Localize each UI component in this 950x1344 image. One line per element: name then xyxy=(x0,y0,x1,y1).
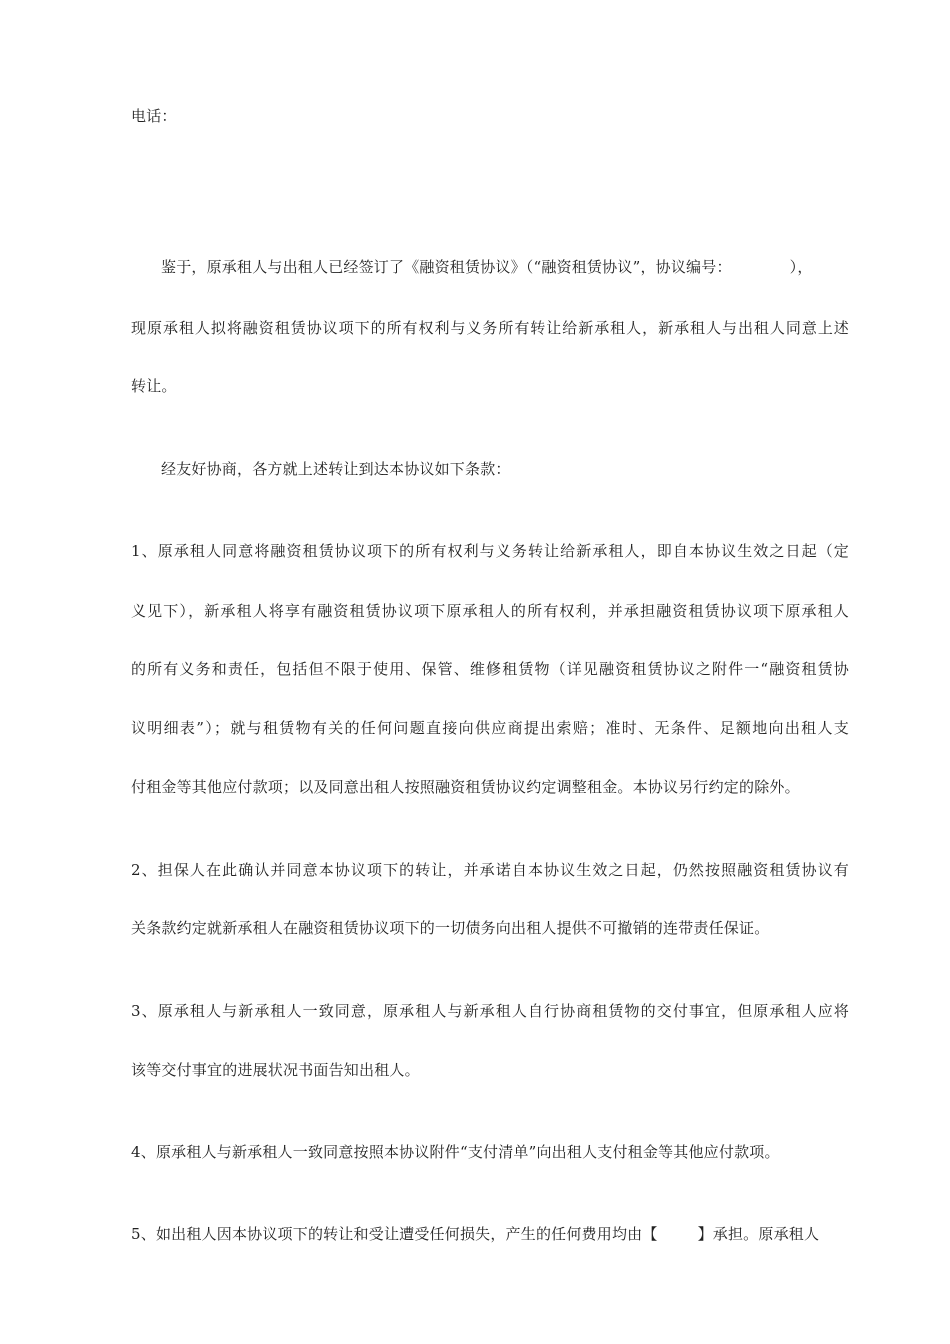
clause-1-line-4: 议明细表”）；就与租赁物有关的任何问题直接向供应商提出索赔；准时、无条件、足额地向出租人支 xyxy=(131,719,849,737)
recital-line-1-end: ）， xyxy=(789,258,813,276)
clause-5-line-1 xyxy=(131,1224,819,1244)
recital-line-1 xyxy=(161,257,813,277)
clause-5-line-1-end: 】承担。原承租人 xyxy=(697,1225,820,1243)
clause-3-line-2: 该等交付事宜的进展状况书面告知出租人。 xyxy=(131,1061,420,1079)
clause-2-line-2: 关条款约定就新承租人在融资租赁协议项下的一切债务向出租人提供不可撤销的连带责任保证。 xyxy=(131,919,770,937)
clause-1-line-5: 付租金等其他应付款项；以及同意出租人按照融资租赁协议约定调整租金。本协议另行约定的除外。 xyxy=(131,778,800,796)
clause-1-line-2: 义见下），新承租人将享有融资租赁协议项下原承租人的所有权利，并承担融资租赁协议项下原承租人 xyxy=(131,602,849,620)
clause-5-line-1-text: 5、如出租人因本协议项下的转让和受让遭受任何损失，产生的任何费用均由【 xyxy=(131,1225,658,1243)
intro-paragraph: 经友好协商，各方就上述转让到达本协议如下条款： xyxy=(161,460,511,478)
clause-2-line-1: 2、担保人在此确认并同意本协议项下的转让，并承诺自本协议生效之日起，仍然按照融资租赁协议有 xyxy=(131,861,849,879)
clause-1-line-3: 的所有义务和责任，包括但不限于使用、保管、维修租赁物（详见融资租赁协议之附件一“融资租赁协 xyxy=(131,660,849,678)
clause-1-line-1: 1、原承租人同意将融资租赁协议项下的所有权利与义务转让给新承租人，即自本协议生效之日起（定 xyxy=(131,542,849,560)
recital-line-3: 转让。 xyxy=(131,377,177,395)
recital-line-1-text: 鉴于，原承租人与出租人已经签订了《融资租赁协议》（“融资租赁协议”，协议编号： xyxy=(161,258,732,276)
recital-line-2: 现原承租人拟将融资租赁协议项下的所有权利与义务所有转让给新承租人，新承租人与出租人同意上述 xyxy=(131,319,849,337)
clause-4-line-1: 4、原承租人与新承租人一致同意按照本协议附件“支付清单”向出租人支付租金等其他应付款项。 xyxy=(131,1143,780,1161)
clause-3-line-1: 3、原承租人与新承租人一致同意，原承租人与新承租人自行协商租赁物的交付事宜，但原承租人应将 xyxy=(131,1002,849,1020)
phone-label: 电话： xyxy=(131,107,177,125)
